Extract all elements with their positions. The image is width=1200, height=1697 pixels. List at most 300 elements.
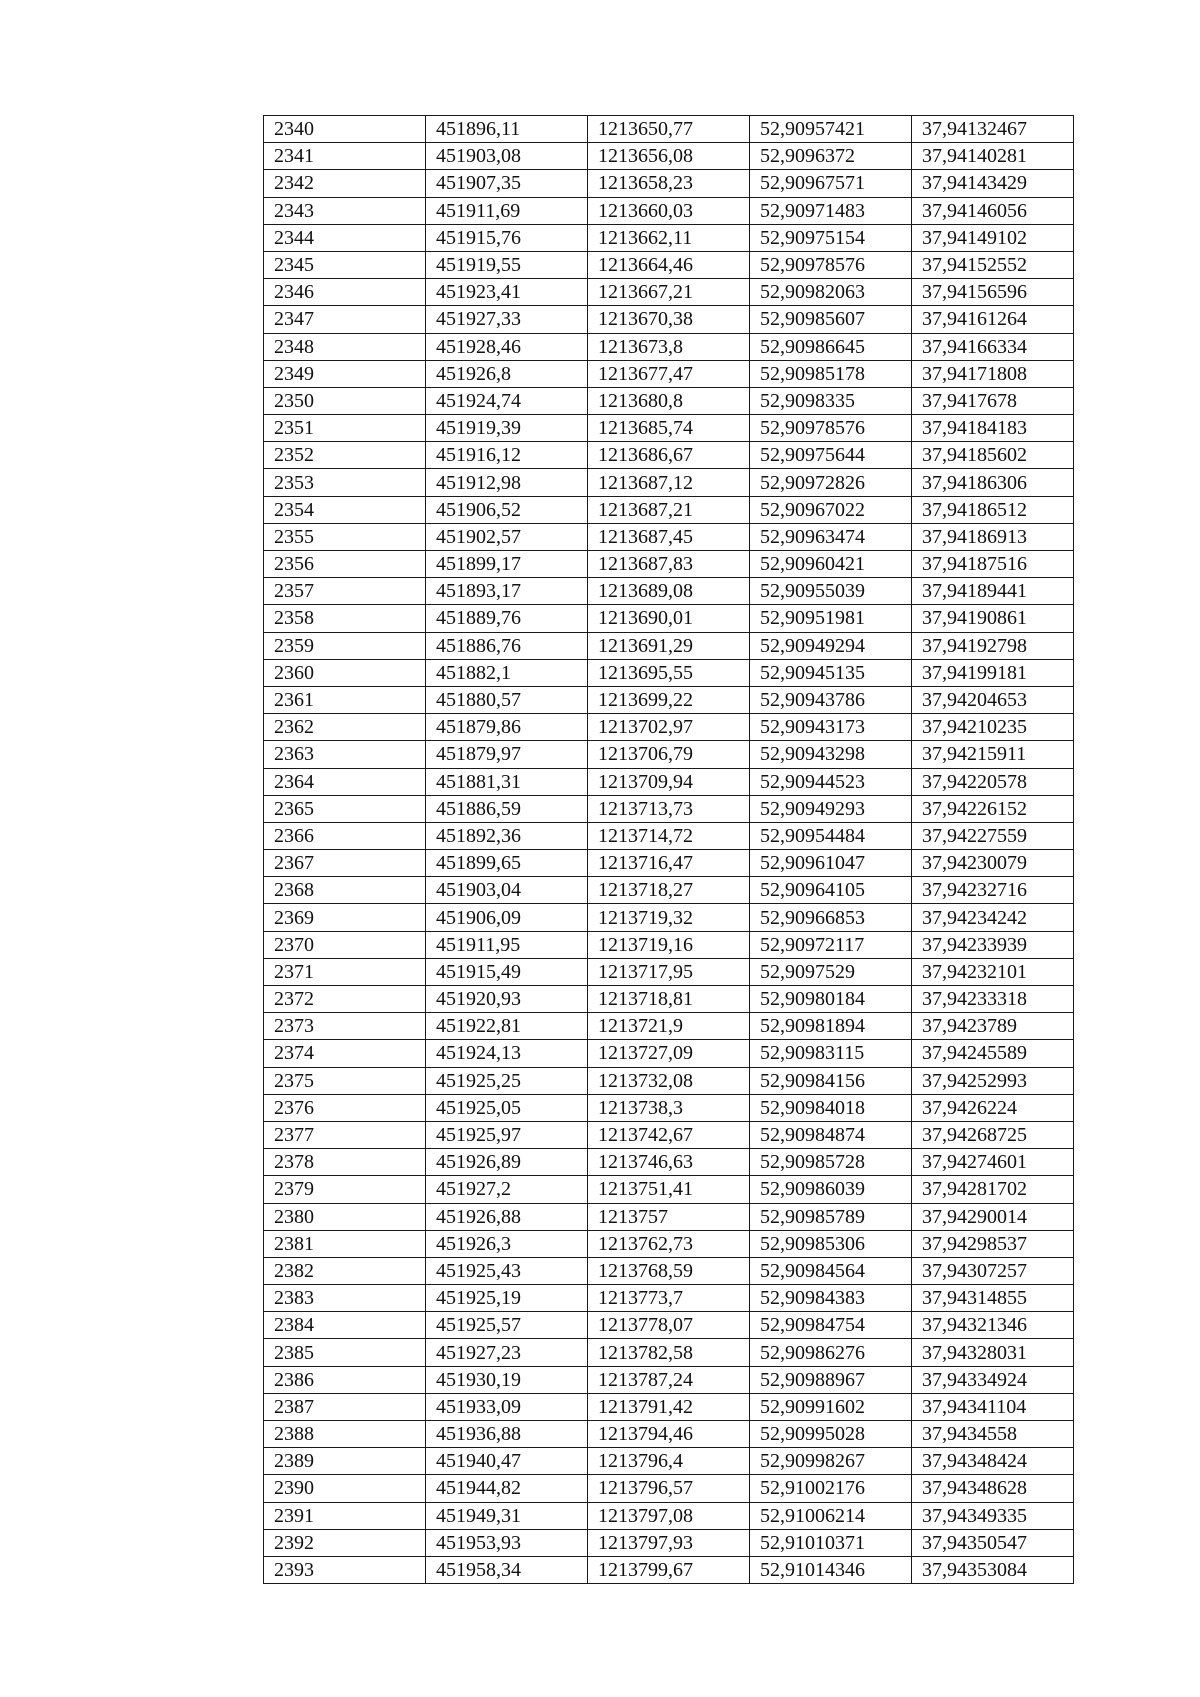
coordinates-table-body [264,116,1074,1584]
x-coordinate-cell: 451923,41 [426,279,588,306]
longitude-cell: 37,94166334 [912,333,1074,360]
x-coordinate-cell: 451927,2 [426,1176,588,1203]
longitude-cell: 37,94348628 [912,1475,1074,1502]
table-row [264,279,1074,306]
point-number-cell: 2342 [264,170,426,197]
point-number-cell: 2351 [264,415,426,442]
point-number-cell: 2387 [264,1393,426,1420]
point-number-cell: 2378 [264,1149,426,1176]
latitude-cell: 52,90949294 [750,632,912,659]
table-row [264,1013,1074,1040]
table-row [264,1312,1074,1339]
longitude-cell: 37,94146056 [912,197,1074,224]
y-coordinate-cell: 1213667,21 [588,279,750,306]
point-number-cell: 2382 [264,1257,426,1284]
longitude-cell: 37,94234242 [912,904,1074,931]
table-row [264,1149,1074,1176]
point-number-cell: 2356 [264,551,426,578]
longitude-cell: 37,94230079 [912,850,1074,877]
y-coordinate-cell: 1213746,63 [588,1149,750,1176]
latitude-cell: 52,90943786 [750,686,912,713]
latitude-cell: 52,90955039 [750,578,912,605]
y-coordinate-cell: 1213687,83 [588,551,750,578]
table-row [264,1475,1074,1502]
y-coordinate-cell: 1213782,58 [588,1339,750,1366]
point-number-cell: 2385 [264,1339,426,1366]
point-number-cell: 2389 [264,1448,426,1475]
latitude-cell: 52,90984156 [750,1067,912,1094]
latitude-cell: 52,90949293 [750,795,912,822]
point-number-cell: 2346 [264,279,426,306]
longitude-cell: 37,9417678 [912,387,1074,414]
point-number-cell: 2352 [264,442,426,469]
x-coordinate-cell: 451940,47 [426,1448,588,1475]
x-coordinate-cell: 451912,98 [426,469,588,496]
x-coordinate-cell: 451879,86 [426,714,588,741]
y-coordinate-cell: 1213791,42 [588,1393,750,1420]
longitude-cell: 37,94341104 [912,1393,1074,1420]
table-row [264,116,1074,143]
table-row [264,1067,1074,1094]
latitude-cell: 52,90967022 [750,496,912,523]
point-number-cell: 2368 [264,877,426,904]
latitude-cell: 52,90991602 [750,1393,912,1420]
x-coordinate-cell: 451911,69 [426,197,588,224]
y-coordinate-cell: 1213695,55 [588,659,750,686]
x-coordinate-cell: 451886,76 [426,632,588,659]
point-number-cell: 2348 [264,333,426,360]
table-row [264,1556,1074,1583]
longitude-cell: 37,94227559 [912,822,1074,849]
latitude-cell: 52,9097529 [750,958,912,985]
x-coordinate-cell: 451882,1 [426,659,588,686]
x-coordinate-cell: 451916,12 [426,442,588,469]
x-coordinate-cell: 451922,81 [426,1013,588,1040]
longitude-cell: 37,94192798 [912,632,1074,659]
y-coordinate-cell: 1213762,73 [588,1230,750,1257]
y-coordinate-cell: 1213796,4 [588,1448,750,1475]
latitude-cell: 52,90982063 [750,279,912,306]
point-number-cell: 2341 [264,143,426,170]
table-row [264,741,1074,768]
point-number-cell: 2377 [264,1121,426,1148]
latitude-cell: 52,90986039 [750,1176,912,1203]
longitude-cell: 37,94149102 [912,224,1074,251]
point-number-cell: 2349 [264,360,426,387]
latitude-cell: 52,90975644 [750,442,912,469]
table-row [264,605,1074,632]
longitude-cell: 37,94156596 [912,279,1074,306]
longitude-cell: 37,9426224 [912,1094,1074,1121]
latitude-cell: 52,90957421 [750,116,912,143]
table-row [264,714,1074,741]
table-row [264,415,1074,442]
y-coordinate-cell: 1213660,03 [588,197,750,224]
latitude-cell: 52,91002176 [750,1475,912,1502]
y-coordinate-cell: 1213687,12 [588,469,750,496]
latitude-cell: 52,90978576 [750,415,912,442]
table-row [264,1529,1074,1556]
longitude-cell: 37,94143429 [912,170,1074,197]
point-number-cell: 2350 [264,387,426,414]
y-coordinate-cell: 1213797,93 [588,1529,750,1556]
point-number-cell: 2345 [264,251,426,278]
table-row [264,822,1074,849]
x-coordinate-cell: 451925,43 [426,1257,588,1284]
latitude-cell: 52,91006214 [750,1502,912,1529]
longitude-cell: 37,94334924 [912,1366,1074,1393]
y-coordinate-cell: 1213799,67 [588,1556,750,1583]
longitude-cell: 37,94281702 [912,1176,1074,1203]
x-coordinate-cell: 451925,05 [426,1094,588,1121]
x-coordinate-cell: 451927,33 [426,306,588,333]
x-coordinate-cell: 451889,76 [426,605,588,632]
longitude-cell: 37,94350547 [912,1529,1074,1556]
point-number-cell: 2383 [264,1285,426,1312]
latitude-cell: 52,91010371 [750,1529,912,1556]
longitude-cell: 37,94187516 [912,551,1074,578]
y-coordinate-cell: 1213714,72 [588,822,750,849]
x-coordinate-cell: 451926,3 [426,1230,588,1257]
longitude-cell: 37,94186306 [912,469,1074,496]
latitude-cell: 52,90980184 [750,986,912,1013]
y-coordinate-cell: 1213719,16 [588,931,750,958]
point-number-cell: 2364 [264,768,426,795]
table-row [264,768,1074,795]
longitude-cell: 37,94274601 [912,1149,1074,1176]
y-coordinate-cell: 1213685,74 [588,415,750,442]
table-row [264,170,1074,197]
y-coordinate-cell: 1213787,24 [588,1366,750,1393]
point-number-cell: 2379 [264,1176,426,1203]
y-coordinate-cell: 1213751,41 [588,1176,750,1203]
y-coordinate-cell: 1213719,32 [588,904,750,931]
table-row [264,931,1074,958]
longitude-cell: 37,94233318 [912,986,1074,1013]
x-coordinate-cell: 451920,93 [426,986,588,1013]
table-row [264,1176,1074,1203]
longitude-cell: 37,94140281 [912,143,1074,170]
longitude-cell: 37,94353084 [912,1556,1074,1583]
point-number-cell: 2372 [264,986,426,1013]
point-number-cell: 2388 [264,1421,426,1448]
point-number-cell: 2366 [264,822,426,849]
y-coordinate-cell: 1213687,45 [588,523,750,550]
latitude-cell: 52,90961047 [750,850,912,877]
table-row [264,469,1074,496]
y-coordinate-cell: 1213768,59 [588,1257,750,1284]
point-number-cell: 2369 [264,904,426,931]
x-coordinate-cell: 451958,34 [426,1556,588,1583]
y-coordinate-cell: 1213757 [588,1203,750,1230]
x-coordinate-cell: 451925,57 [426,1312,588,1339]
longitude-cell: 37,94184183 [912,415,1074,442]
point-number-cell: 2353 [264,469,426,496]
table-row [264,686,1074,713]
y-coordinate-cell: 1213656,08 [588,143,750,170]
table-row [264,387,1074,414]
latitude-cell: 52,91014346 [750,1556,912,1583]
latitude-cell: 52,90971483 [750,197,912,224]
point-number-cell: 2371 [264,958,426,985]
point-number-cell: 2384 [264,1312,426,1339]
table-row [264,333,1074,360]
x-coordinate-cell: 451899,65 [426,850,588,877]
point-number-cell: 2386 [264,1366,426,1393]
point-number-cell: 2354 [264,496,426,523]
point-number-cell: 2365 [264,795,426,822]
longitude-cell: 37,94186913 [912,523,1074,550]
point-number-cell: 2359 [264,632,426,659]
longitude-cell: 37,94190861 [912,605,1074,632]
y-coordinate-cell: 1213702,97 [588,714,750,741]
y-coordinate-cell: 1213738,3 [588,1094,750,1121]
latitude-cell: 52,90984383 [750,1285,912,1312]
y-coordinate-cell: 1213686,67 [588,442,750,469]
x-coordinate-cell: 451880,57 [426,686,588,713]
x-coordinate-cell: 451906,09 [426,904,588,931]
table-row [264,1121,1074,1148]
point-number-cell: 2361 [264,686,426,713]
x-coordinate-cell: 451899,17 [426,551,588,578]
y-coordinate-cell: 1213691,29 [588,632,750,659]
latitude-cell: 52,90963474 [750,523,912,550]
latitude-cell: 52,90984018 [750,1094,912,1121]
longitude-cell: 37,94298537 [912,1230,1074,1257]
x-coordinate-cell: 451919,39 [426,415,588,442]
x-coordinate-cell: 451926,89 [426,1149,588,1176]
x-coordinate-cell: 451915,49 [426,958,588,985]
y-coordinate-cell: 1213706,79 [588,741,750,768]
y-coordinate-cell: 1213717,95 [588,958,750,985]
latitude-cell: 52,90985178 [750,360,912,387]
y-coordinate-cell: 1213658,23 [588,170,750,197]
y-coordinate-cell: 1213670,38 [588,306,750,333]
y-coordinate-cell: 1213690,01 [588,605,750,632]
y-coordinate-cell: 1213773,7 [588,1285,750,1312]
longitude-cell: 37,94226152 [912,795,1074,822]
y-coordinate-cell: 1213797,08 [588,1502,750,1529]
y-coordinate-cell: 1213662,11 [588,224,750,251]
longitude-cell: 37,94232101 [912,958,1074,985]
latitude-cell: 52,90964105 [750,877,912,904]
latitude-cell: 52,90966853 [750,904,912,931]
table-row [264,1448,1074,1475]
x-coordinate-cell: 451886,59 [426,795,588,822]
table-row [264,850,1074,877]
x-coordinate-cell: 451896,11 [426,116,588,143]
latitude-cell: 52,90981894 [750,1013,912,1040]
y-coordinate-cell: 1213650,77 [588,116,750,143]
point-number-cell: 2375 [264,1067,426,1094]
x-coordinate-cell: 451925,25 [426,1067,588,1094]
y-coordinate-cell: 1213713,73 [588,795,750,822]
point-number-cell: 2376 [264,1094,426,1121]
longitude-cell: 37,94314855 [912,1285,1074,1312]
x-coordinate-cell: 451928,46 [426,333,588,360]
x-coordinate-cell: 451902,57 [426,523,588,550]
latitude-cell: 52,90985789 [750,1203,912,1230]
x-coordinate-cell: 451953,93 [426,1529,588,1556]
y-coordinate-cell: 1213689,08 [588,578,750,605]
point-number-cell: 2363 [264,741,426,768]
x-coordinate-cell: 451930,19 [426,1366,588,1393]
table-row [264,1230,1074,1257]
longitude-cell: 37,94321346 [912,1312,1074,1339]
longitude-cell: 37,9434558 [912,1421,1074,1448]
table-row [264,496,1074,523]
latitude-cell: 52,90986276 [750,1339,912,1366]
x-coordinate-cell: 451926,8 [426,360,588,387]
latitude-cell: 52,90975154 [750,224,912,251]
longitude-cell: 37,94245589 [912,1040,1074,1067]
table-row [264,224,1074,251]
y-coordinate-cell: 1213796,57 [588,1475,750,1502]
x-coordinate-cell: 451944,82 [426,1475,588,1502]
table-row [264,1285,1074,1312]
latitude-cell: 52,90967571 [750,170,912,197]
x-coordinate-cell: 451903,04 [426,877,588,904]
longitude-cell: 37,94268725 [912,1121,1074,1148]
latitude-cell: 52,90986645 [750,333,912,360]
y-coordinate-cell: 1213742,67 [588,1121,750,1148]
longitude-cell: 37,94252993 [912,1067,1074,1094]
table-row [264,523,1074,550]
latitude-cell: 52,90985306 [750,1230,912,1257]
point-number-cell: 2367 [264,850,426,877]
y-coordinate-cell: 1213716,47 [588,850,750,877]
y-coordinate-cell: 1213778,07 [588,1312,750,1339]
latitude-cell: 52,90985607 [750,306,912,333]
x-coordinate-cell: 451911,95 [426,931,588,958]
x-coordinate-cell: 451879,97 [426,741,588,768]
table-row [264,578,1074,605]
longitude-cell: 37,94210235 [912,714,1074,741]
point-number-cell: 2340 [264,116,426,143]
table-row [264,1040,1074,1067]
point-number-cell: 2391 [264,1502,426,1529]
latitude-cell: 52,9096372 [750,143,912,170]
table-row [264,632,1074,659]
latitude-cell: 52,90943173 [750,714,912,741]
longitude-cell: 37,94199181 [912,659,1074,686]
latitude-cell: 52,90972117 [750,931,912,958]
y-coordinate-cell: 1213718,27 [588,877,750,904]
longitude-cell: 37,94132467 [912,116,1074,143]
latitude-cell: 52,90945135 [750,659,912,686]
latitude-cell: 52,90954484 [750,822,912,849]
x-coordinate-cell: 451925,19 [426,1285,588,1312]
x-coordinate-cell: 451925,97 [426,1121,588,1148]
x-coordinate-cell: 451915,76 [426,224,588,251]
latitude-cell: 52,90944523 [750,768,912,795]
longitude-cell: 37,94185602 [912,442,1074,469]
point-number-cell: 2357 [264,578,426,605]
y-coordinate-cell: 1213680,8 [588,387,750,414]
x-coordinate-cell: 451927,23 [426,1339,588,1366]
x-coordinate-cell: 451892,36 [426,822,588,849]
x-coordinate-cell: 451936,88 [426,1421,588,1448]
x-coordinate-cell: 451933,09 [426,1393,588,1420]
point-number-cell: 2381 [264,1230,426,1257]
point-number-cell: 2380 [264,1203,426,1230]
coordinates-table [263,115,1074,1584]
y-coordinate-cell: 1213673,8 [588,333,750,360]
y-coordinate-cell: 1213709,94 [588,768,750,795]
longitude-cell: 37,94348424 [912,1448,1074,1475]
longitude-cell: 37,94232716 [912,877,1074,904]
point-number-cell: 2358 [264,605,426,632]
table-row [264,143,1074,170]
latitude-cell: 52,90951981 [750,605,912,632]
longitude-cell: 37,94161264 [912,306,1074,333]
table-row [264,306,1074,333]
latitude-cell: 52,90984874 [750,1121,912,1148]
x-coordinate-cell: 451926,88 [426,1203,588,1230]
x-coordinate-cell: 451893,17 [426,578,588,605]
point-number-cell: 2374 [264,1040,426,1067]
table-row [264,1203,1074,1230]
latitude-cell: 52,9098335 [750,387,912,414]
y-coordinate-cell: 1213718,81 [588,986,750,1013]
table-row [264,197,1074,224]
table-row [264,251,1074,278]
longitude-cell: 37,94328031 [912,1339,1074,1366]
point-number-cell: 2362 [264,714,426,741]
table-row [264,1257,1074,1284]
table-row [264,1366,1074,1393]
point-number-cell: 2344 [264,224,426,251]
latitude-cell: 52,90998267 [750,1448,912,1475]
point-number-cell: 2370 [264,931,426,958]
point-number-cell: 2343 [264,197,426,224]
latitude-cell: 52,90988967 [750,1366,912,1393]
x-coordinate-cell: 451907,35 [426,170,588,197]
longitude-cell: 37,94215911 [912,741,1074,768]
latitude-cell: 52,90983115 [750,1040,912,1067]
latitude-cell: 52,90985728 [750,1149,912,1176]
point-number-cell: 2360 [264,659,426,686]
latitude-cell: 52,90995028 [750,1421,912,1448]
longitude-cell: 37,94189441 [912,578,1074,605]
table-row [264,1094,1074,1121]
longitude-cell: 37,94307257 [912,1257,1074,1284]
point-number-cell: 2347 [264,306,426,333]
table-row [264,551,1074,578]
latitude-cell: 52,90984754 [750,1312,912,1339]
y-coordinate-cell: 1213687,21 [588,496,750,523]
x-coordinate-cell: 451881,31 [426,768,588,795]
longitude-cell: 37,94349335 [912,1502,1074,1529]
point-number-cell: 2373 [264,1013,426,1040]
latitude-cell: 52,90984564 [750,1257,912,1284]
longitude-cell: 37,94233939 [912,931,1074,958]
y-coordinate-cell: 1213677,47 [588,360,750,387]
table-row [264,958,1074,985]
table-row [264,795,1074,822]
table-row [264,1502,1074,1529]
y-coordinate-cell: 1213794,46 [588,1421,750,1448]
x-coordinate-cell: 451919,55 [426,251,588,278]
y-coordinate-cell: 1213699,22 [588,686,750,713]
point-number-cell: 2393 [264,1556,426,1583]
longitude-cell: 37,94186512 [912,496,1074,523]
y-coordinate-cell: 1213727,09 [588,1040,750,1067]
longitude-cell: 37,9423789 [912,1013,1074,1040]
y-coordinate-cell: 1213664,46 [588,251,750,278]
longitude-cell: 37,94204653 [912,686,1074,713]
table-row [264,1393,1074,1420]
